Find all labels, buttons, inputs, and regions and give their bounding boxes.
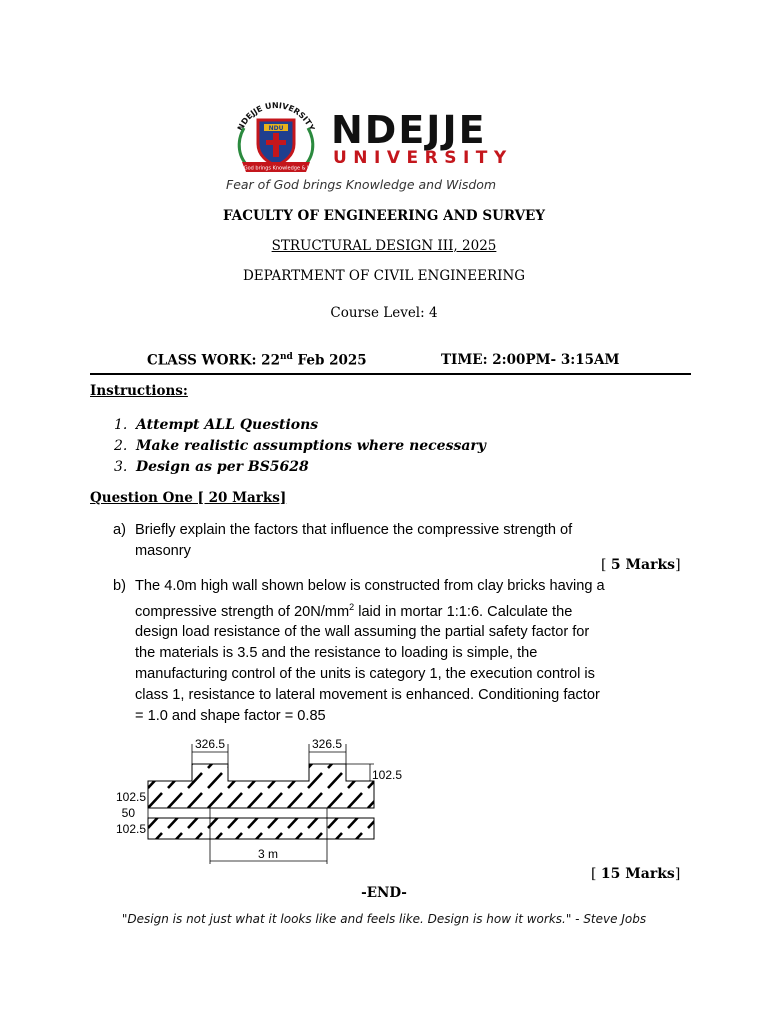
marks-value: 15 Marks [600,866,675,882]
marks-value: 5 Marks [610,557,676,573]
part-a-marks [601,557,681,573]
part-b-label: b) [113,578,126,594]
dim-cavity: 50 [121,806,135,820]
part-b-line2-post: laid in mortar 1:1:6. Calculate the [354,603,573,620]
logo-name-line1: NDEJJE [331,108,487,152]
seal-badge: NDU [268,125,284,132]
course-title-wrap [0,238,768,254]
class-work-prefix: CLASS WORK: 22 [147,352,280,369]
question-title: Question One [ 20 Marks] [90,490,287,506]
part-b-line: design load resistance of the wall assuming the partial safety factor for [135,624,590,641]
part-a-label: a) [113,522,126,538]
part-b-line: class 1, resistance to lateral movement is enhanced. Conditioning factor [135,686,600,703]
instructions-list [114,414,486,477]
instruction-text: Make realistic assumptions where necessary [136,438,486,454]
course-title: STRUCTURAL DESIGN III, 2025 [271,238,497,254]
dim-span: 3 m [257,847,279,861]
logo-name-line2: UNIVERSITY [333,148,513,168]
dim-leaf-top: 102.5 [115,790,146,804]
logo-motto: Fear of God brings Knowledge and Wisdom [226,177,497,192]
header-divider [90,373,691,375]
university-seal [228,98,324,180]
marks-open: [ [601,557,611,573]
instructions-title: Instructions: [90,383,188,399]
instruction-num: 3. [114,459,128,475]
exam-time: TIME: 2:00PM- 3:15AM [441,352,620,368]
instruction-item [114,435,486,456]
class-work-suffix: Feb 2025 [292,352,367,369]
part-a-line: Briefly explain the factors that influence the compressive strength of [135,522,573,538]
seal-arc-text: NDEJJE UNIVERSITY [235,100,317,133]
seal-banner-text: Fear of God brings Knowledge & Wisdom [228,165,324,172]
part-b-line2-sup: 2 [349,601,355,612]
dim-pier1: 326.5 [194,737,226,751]
marks-close: ] [675,557,681,573]
course-level: Course Level: 4 [330,305,438,321]
department-title: DEPARTMENT OF CIVIL ENGINEERING [242,268,526,284]
part-b-line: = 1.0 and shape factor = 0.85 [135,707,326,724]
end-marker: -END- [361,885,407,901]
class-work-sup: nd [279,352,293,362]
instruction-num: 2. [114,438,128,454]
footer-quote: "Design is not just what it looks like and feels like. Design is how it works." - Steve Jobs [121,912,647,926]
part-b-text [135,576,705,726]
instruction-text: Design as per BS5628 [136,459,309,475]
instruction-item [114,414,486,435]
instruction-num: 1. [114,417,128,433]
instruction-item [114,456,486,477]
dim-pier2: 326.5 [311,737,343,751]
faculty-title: FACULTY OF ENGINEERING AND SURVEY [223,208,545,224]
dim-leaf-bottom: 102.5 [115,822,146,836]
part-a-line: masonry [135,542,191,559]
marks-close: ] [674,866,681,882]
class-work-date [147,352,367,369]
wall-section-figure [106,730,406,870]
part-b-marks [591,866,680,882]
part-b-line: manufacturing control of the units is category 1, the execution control is [135,666,595,683]
part-b-line: the materials is 3.5 and the resistance to loading is simple, the [135,645,538,662]
instruction-text: Attempt ALL Questions [136,417,319,433]
part-a-text [135,520,695,562]
marks-open: [ [591,866,601,882]
dim-pier-depth: 102.5 [372,768,403,782]
part-b-line [135,597,705,623]
part-b-line2-pre: compressive strength of 20N/mm [135,603,350,620]
part-b-line: The 4.0m high wall shown below is constructed from clay bricks having a [135,578,605,594]
